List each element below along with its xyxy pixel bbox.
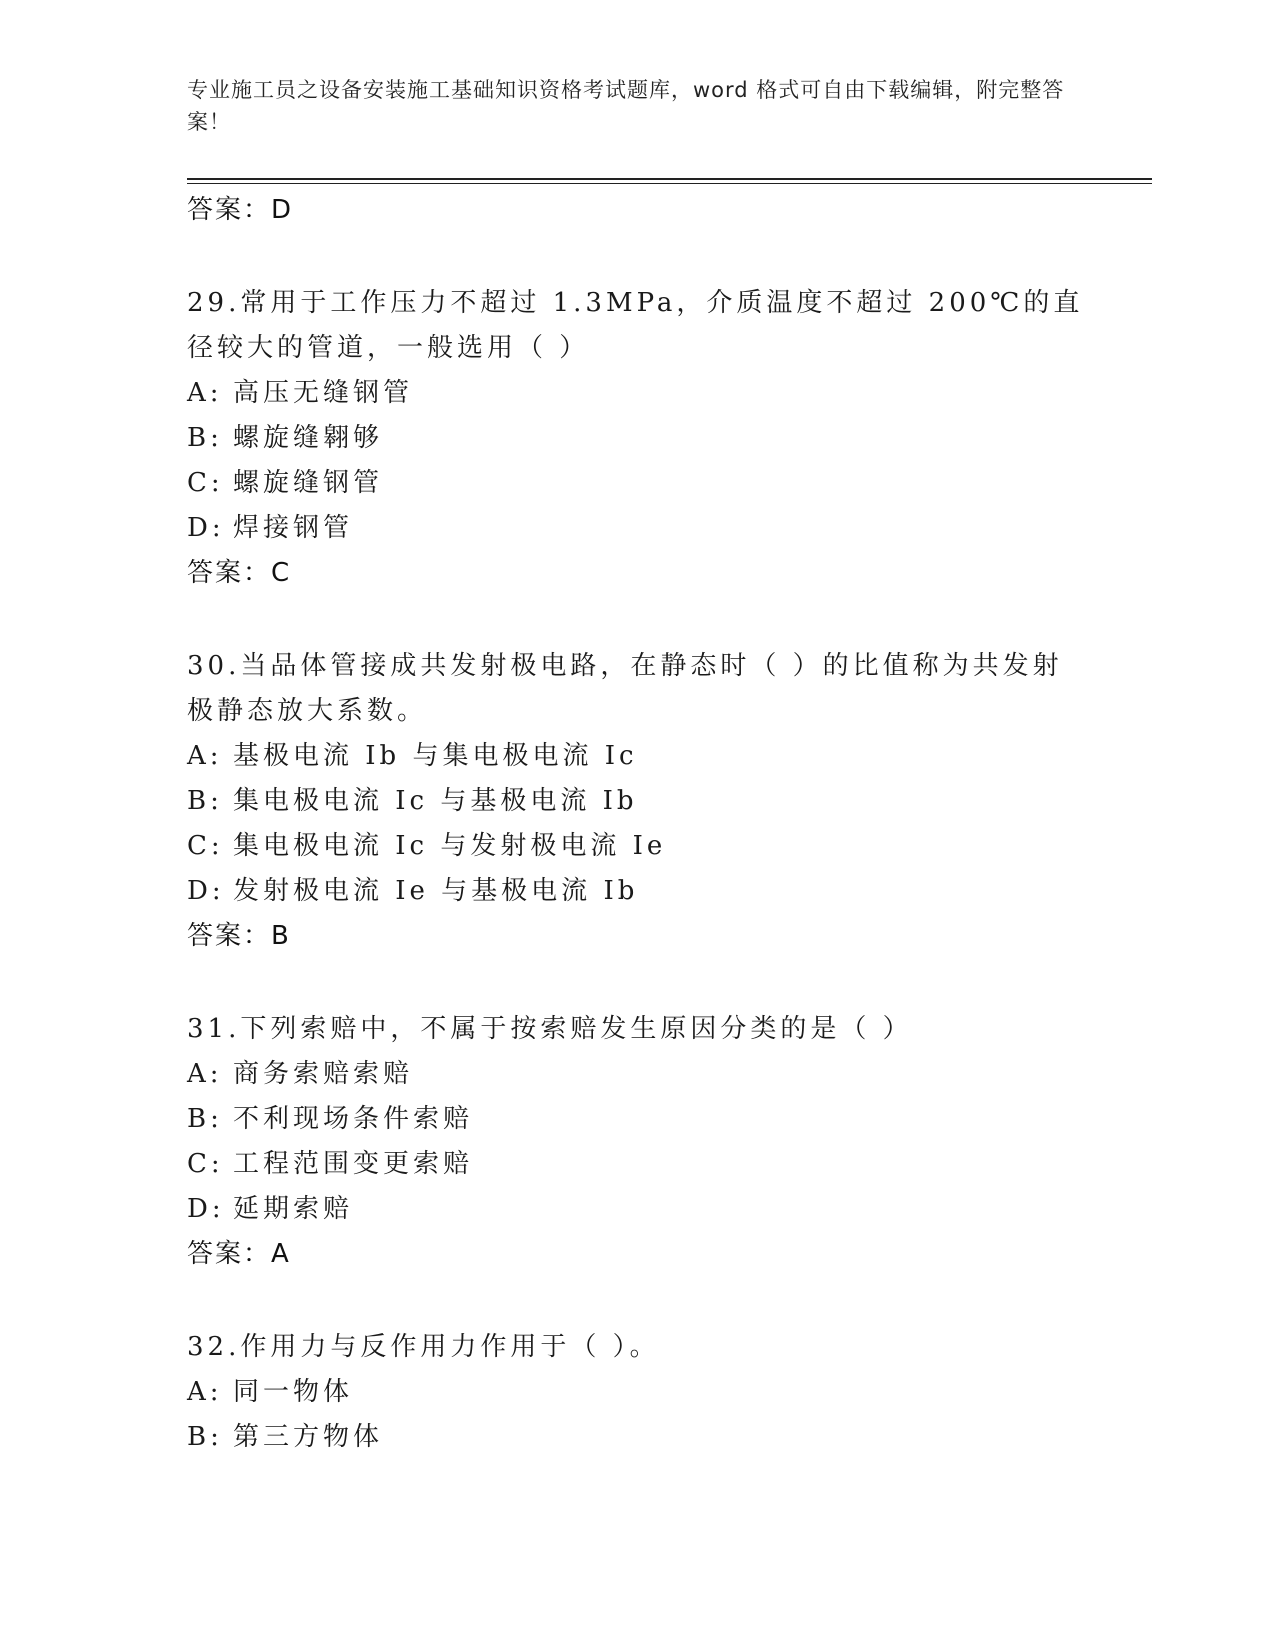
- option-text: 延期索赔: [233, 1194, 354, 1224]
- question-block: [187, 644, 1087, 959]
- option-key: A:: [187, 1377, 223, 1407]
- option-key: A:: [187, 378, 223, 408]
- option-text: 工程范围变更索赔: [233, 1149, 474, 1179]
- option-a: [187, 371, 1087, 416]
- option-a: [187, 1052, 1087, 1097]
- answer-line: 答案：C: [187, 558, 292, 588]
- option-key: B:: [187, 423, 223, 453]
- option-d: [187, 506, 1087, 551]
- option-key: D:: [187, 1194, 225, 1224]
- option-key: B:: [187, 1104, 223, 1134]
- option-b: [187, 1097, 1087, 1142]
- question-text: 31.下列索赔中，不属于按索赔发生原因分类的是（ ）: [187, 1014, 913, 1044]
- question-text: 30.当品体管接成共发射极电路，在静态时（ ）的比值称为共发射极静态放大系数。: [187, 651, 1063, 726]
- option-key: B:: [187, 1422, 223, 1452]
- option-text: 不利现场条件索赔: [233, 1104, 474, 1134]
- option-b: [187, 779, 1087, 824]
- option-key: A:: [187, 741, 223, 771]
- option-c: [187, 1142, 1087, 1187]
- header-divider-thin: [187, 183, 1152, 184]
- option-key: C:: [187, 831, 224, 861]
- answer-line: 答案：A: [187, 1239, 291, 1269]
- option-text: 集电极电流 Ic 与发射极电流 Ie: [233, 831, 667, 861]
- option-key: B:: [187, 786, 223, 816]
- option-b: [187, 416, 1087, 461]
- option-text: 集电极电流 Ic 与基极电流 Ib: [233, 786, 638, 816]
- option-d: [187, 869, 1087, 914]
- option-key: C:: [187, 468, 224, 498]
- option-text: 焊接钢管: [233, 513, 354, 543]
- option-text: 螺旋缝钢管: [233, 468, 384, 498]
- option-text: 商务索赔索赔: [233, 1059, 414, 1089]
- question-block: [187, 281, 1087, 596]
- answer-line: 答案：D: [187, 195, 294, 225]
- option-key: D:: [187, 513, 225, 543]
- option-text: 螺旋缝翱够: [233, 423, 384, 453]
- option-text: 高压无缝钢管: [233, 378, 414, 408]
- option-c: [187, 824, 1087, 869]
- option-key: A:: [187, 1059, 223, 1089]
- answer-line: 答案：B: [187, 921, 291, 951]
- option-a: [187, 734, 1087, 779]
- option-text: 第三方物体: [233, 1422, 384, 1452]
- option-key: D:: [187, 876, 225, 906]
- option-b: [187, 1415, 1087, 1460]
- option-d: [187, 1187, 1087, 1232]
- question-text: 32.作用力与反作用力作用于（ ）。: [187, 1332, 660, 1362]
- option-text: 同一物体: [233, 1377, 354, 1407]
- question-text: 29.常用于工作压力不超过 1.3MPa，介质温度不超过 200℃的直径较大的管道，一般选用（ ）: [187, 288, 1084, 363]
- question-block: [187, 1325, 1087, 1460]
- question-list: [187, 188, 1087, 1460]
- question-block: [187, 1007, 1087, 1277]
- option-text: 基极电流 Ib 与集电极电流 Ic: [233, 741, 638, 771]
- header-divider-thick: [187, 178, 1152, 180]
- option-text: 发射极电流 Ie 与基极电流 Ib: [233, 876, 639, 906]
- option-a: [187, 1370, 1087, 1415]
- option-key: C:: [187, 1149, 224, 1179]
- option-c: [187, 461, 1087, 506]
- document-header: 专业施工员之设备安装施工基础知识资格考试题库，word 格式可自由下载编辑，附完整答案！: [187, 78, 1065, 134]
